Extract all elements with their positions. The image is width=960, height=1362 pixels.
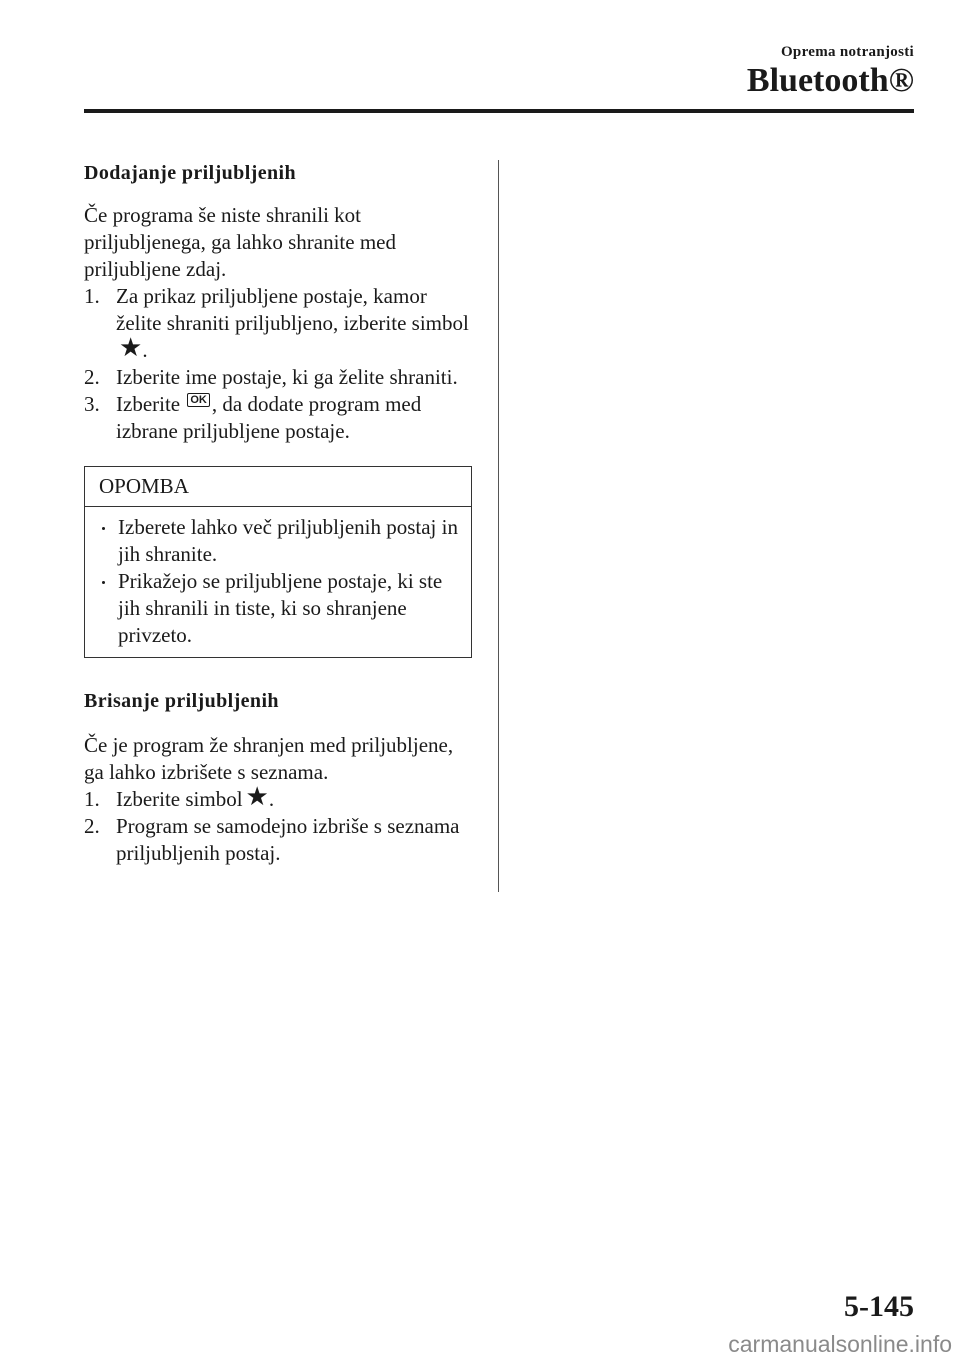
step-text-start: Izberite [116, 392, 181, 416]
header-rule [84, 109, 914, 113]
note-bullet [97, 514, 461, 568]
left-column [84, 160, 472, 867]
bullet-dot [102, 527, 105, 530]
section-heading: Dodajanje priljubljenih [84, 162, 297, 184]
page-number: 5-145 [844, 1290, 914, 1323]
note-bullet [97, 568, 461, 649]
chapter-label: Oprema notranjosti [780, 44, 914, 60]
step-number: 2. [84, 814, 100, 838]
step-text-end: . [142, 338, 148, 362]
step-text: Program se samodejno izbriše s seznama priljubljenih postaj. [116, 814, 460, 865]
step-item [84, 391, 472, 445]
watermark: carmanualsonline.info [728, 1331, 952, 1357]
section-add-favorites [84, 160, 472, 445]
ok-icon: OK [187, 393, 210, 407]
step-text-end: . [268, 787, 275, 811]
step-number: 1. [84, 284, 100, 308]
page-title: Bluetooth® [746, 62, 914, 99]
step-item [84, 782, 472, 813]
note-bullet-text: Prikažejo se priljubljene postaje, ki ste jih shranili in tiste, ki so shranjene privzeto. [118, 569, 443, 647]
section-intro: Če je program že shranjen med priljubljene, ga lahko izbrišete s seznama. [84, 733, 454, 784]
steps-list [84, 283, 472, 445]
step-text: Izberite ime postaje, ki ga želite shraniti. [116, 365, 458, 389]
step-item [84, 364, 472, 391]
column-divider [498, 160, 499, 892]
bullet-dot [102, 581, 105, 584]
note-box [84, 466, 472, 658]
step-number: 2. [84, 365, 100, 389]
note-bullet-text: Izberete lahko več priljubljenih postaj in jih shranite. [118, 515, 458, 566]
section-delete-favorites [84, 688, 472, 867]
step-number: 3. [84, 392, 100, 416]
step-text: Za prikaz priljubljene postaje, kamor želite shraniti priljubljeno, izberite simbol [116, 284, 469, 335]
step-text: Izberite simbol [116, 787, 243, 811]
star-icon: ★ [245, 782, 269, 811]
step-item [84, 813, 472, 867]
note-body [85, 507, 471, 657]
star-icon: ★ [119, 333, 143, 362]
section-heading: Brisanje priljubljenih [84, 690, 279, 712]
note-heading: OPOMBA [85, 467, 471, 507]
step-item [84, 283, 472, 364]
step-text: , da dodate program med izbrane priljubljene postaje. [116, 392, 422, 443]
steps-list [84, 782, 472, 867]
step-number: 1. [84, 787, 100, 811]
section-intro: Če programa še niste shranili kot priljubljenega, ga lahko shranite med priljubljene zdaj. [84, 203, 396, 281]
